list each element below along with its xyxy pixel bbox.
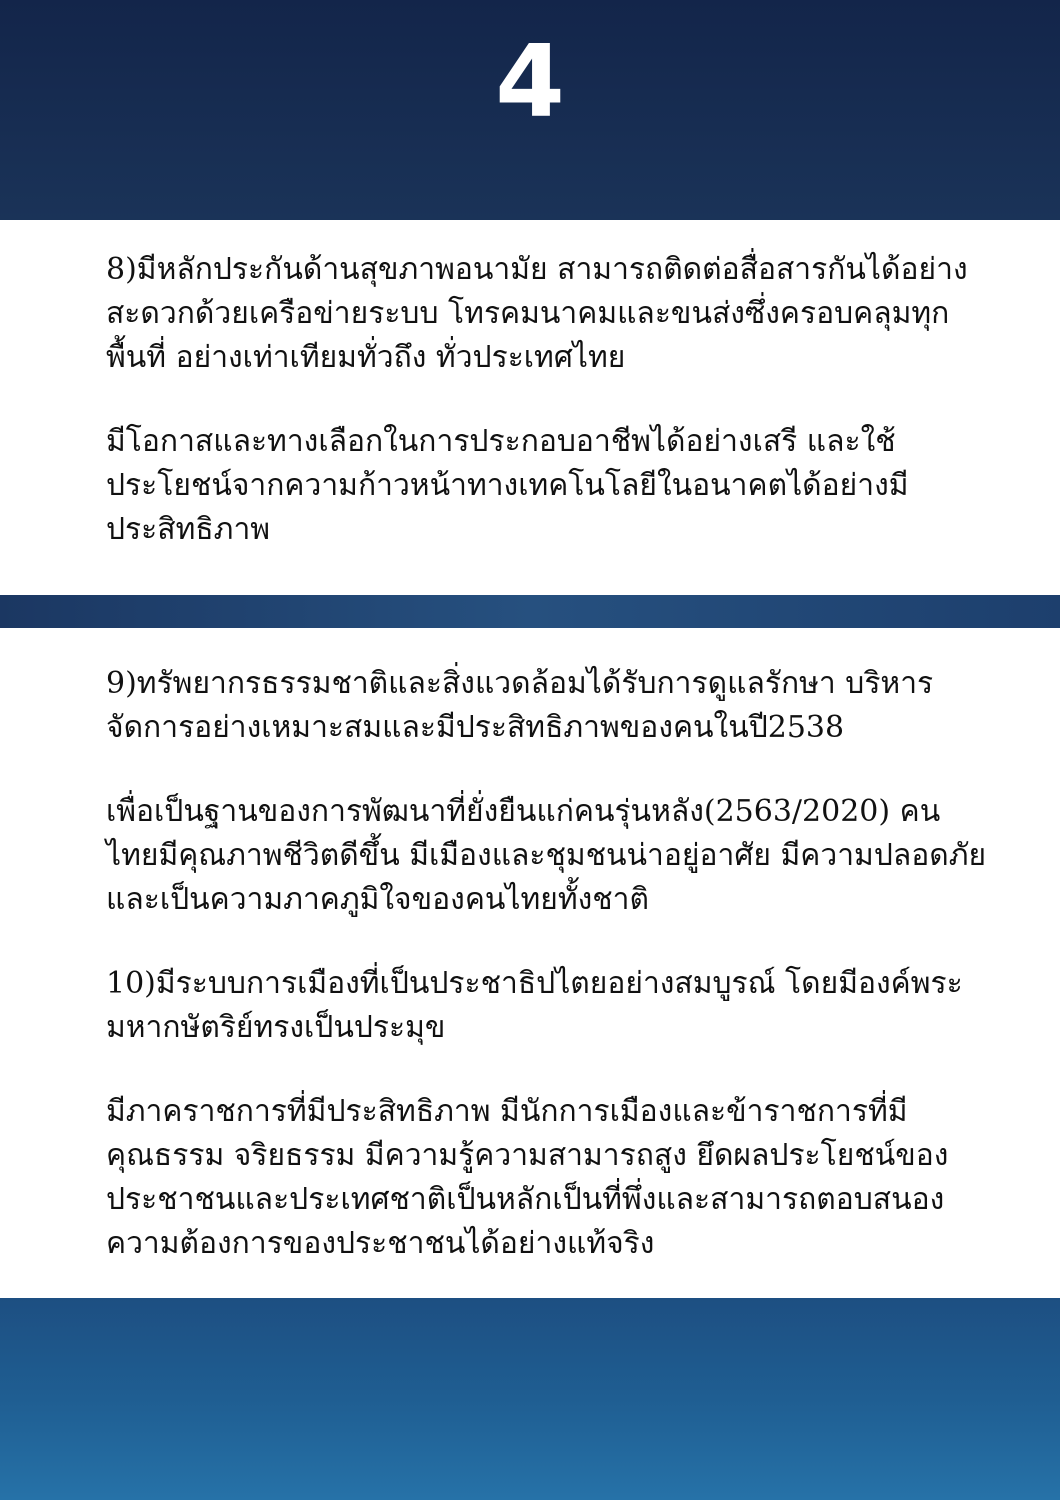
header-banner (0, 0, 1060, 220)
paragraph-occupation: มีโอกาสและทางเลือกในการประกอบอาชีพได้อย่างเสรี และใช้ประโยชน์จากความก้าวหน้าทางเทคโนโลยีในอนาคตได้อย่างมีประสิทธิภาพ (106, 424, 909, 547)
paragraph-item-8: 8)มีหลักประกันด้านสุขภาพอนามัย สามารถติดต่อสื่อสารกันได้อย่างสะดวกด้วยเครือข่ายระบบ โทรคมนาคมและขนส่งซึ่งครอบคลุมทุกพื้นที่ อย่างเท่าเทียมทั่วถึง ทั่วประเทศไทย (106, 252, 968, 375)
footer-banner (0, 1298, 1060, 1500)
paragraph-item-9: 9)ทรัพยากรธรรมชาติและสิ่งแวดล้อมได้รับการดูแลรักษา บริหารจัดการอย่างเหมาะสมและมีประสิทธิภาพของคนในปี2538 (106, 666, 934, 745)
page-number: 4 (495, 23, 565, 140)
divider-band (0, 595, 1060, 628)
paragraph-sustainable-development: เพื่อเป็นฐานของการพัฒนาที่ยั่งยืนแก่คนรุ่นหลัง(2563/2020) คนไทยมีคุณภาพชีวิตดีขึ้น มีเมืองและชุมชนน่าอยู่อาศัย มีความปลอดภัย และเป็นความภาคภูมิใจของคนไทยทั้งชาติ (106, 794, 987, 917)
paragraph-public-sector: มีภาคราชการที่มีประสิทธิภาพ มีนักการเมืองและข้าราชการที่มีคุณธรรม จริยธรรม มีความรู้ความสามารถสูง ยึดผลประโยชน์ของประชาชนและประเทศชาติเป็นหลักเป็นที่พึ่งและสามารถตอบสนองความต้องการของประชาชนได้อย่างแท้จริง (106, 1094, 949, 1261)
content-panel-top (0, 220, 1060, 595)
paragraph-item-10: 10)มีระบบการเมืองที่เป็นประชาธิปไตยอย่างสมบูรณ์ โดยมีองค์พระมหากษัตริย์ทรงเป็นประมุข (106, 966, 963, 1045)
content-panel-bottom (0, 628, 1060, 1298)
